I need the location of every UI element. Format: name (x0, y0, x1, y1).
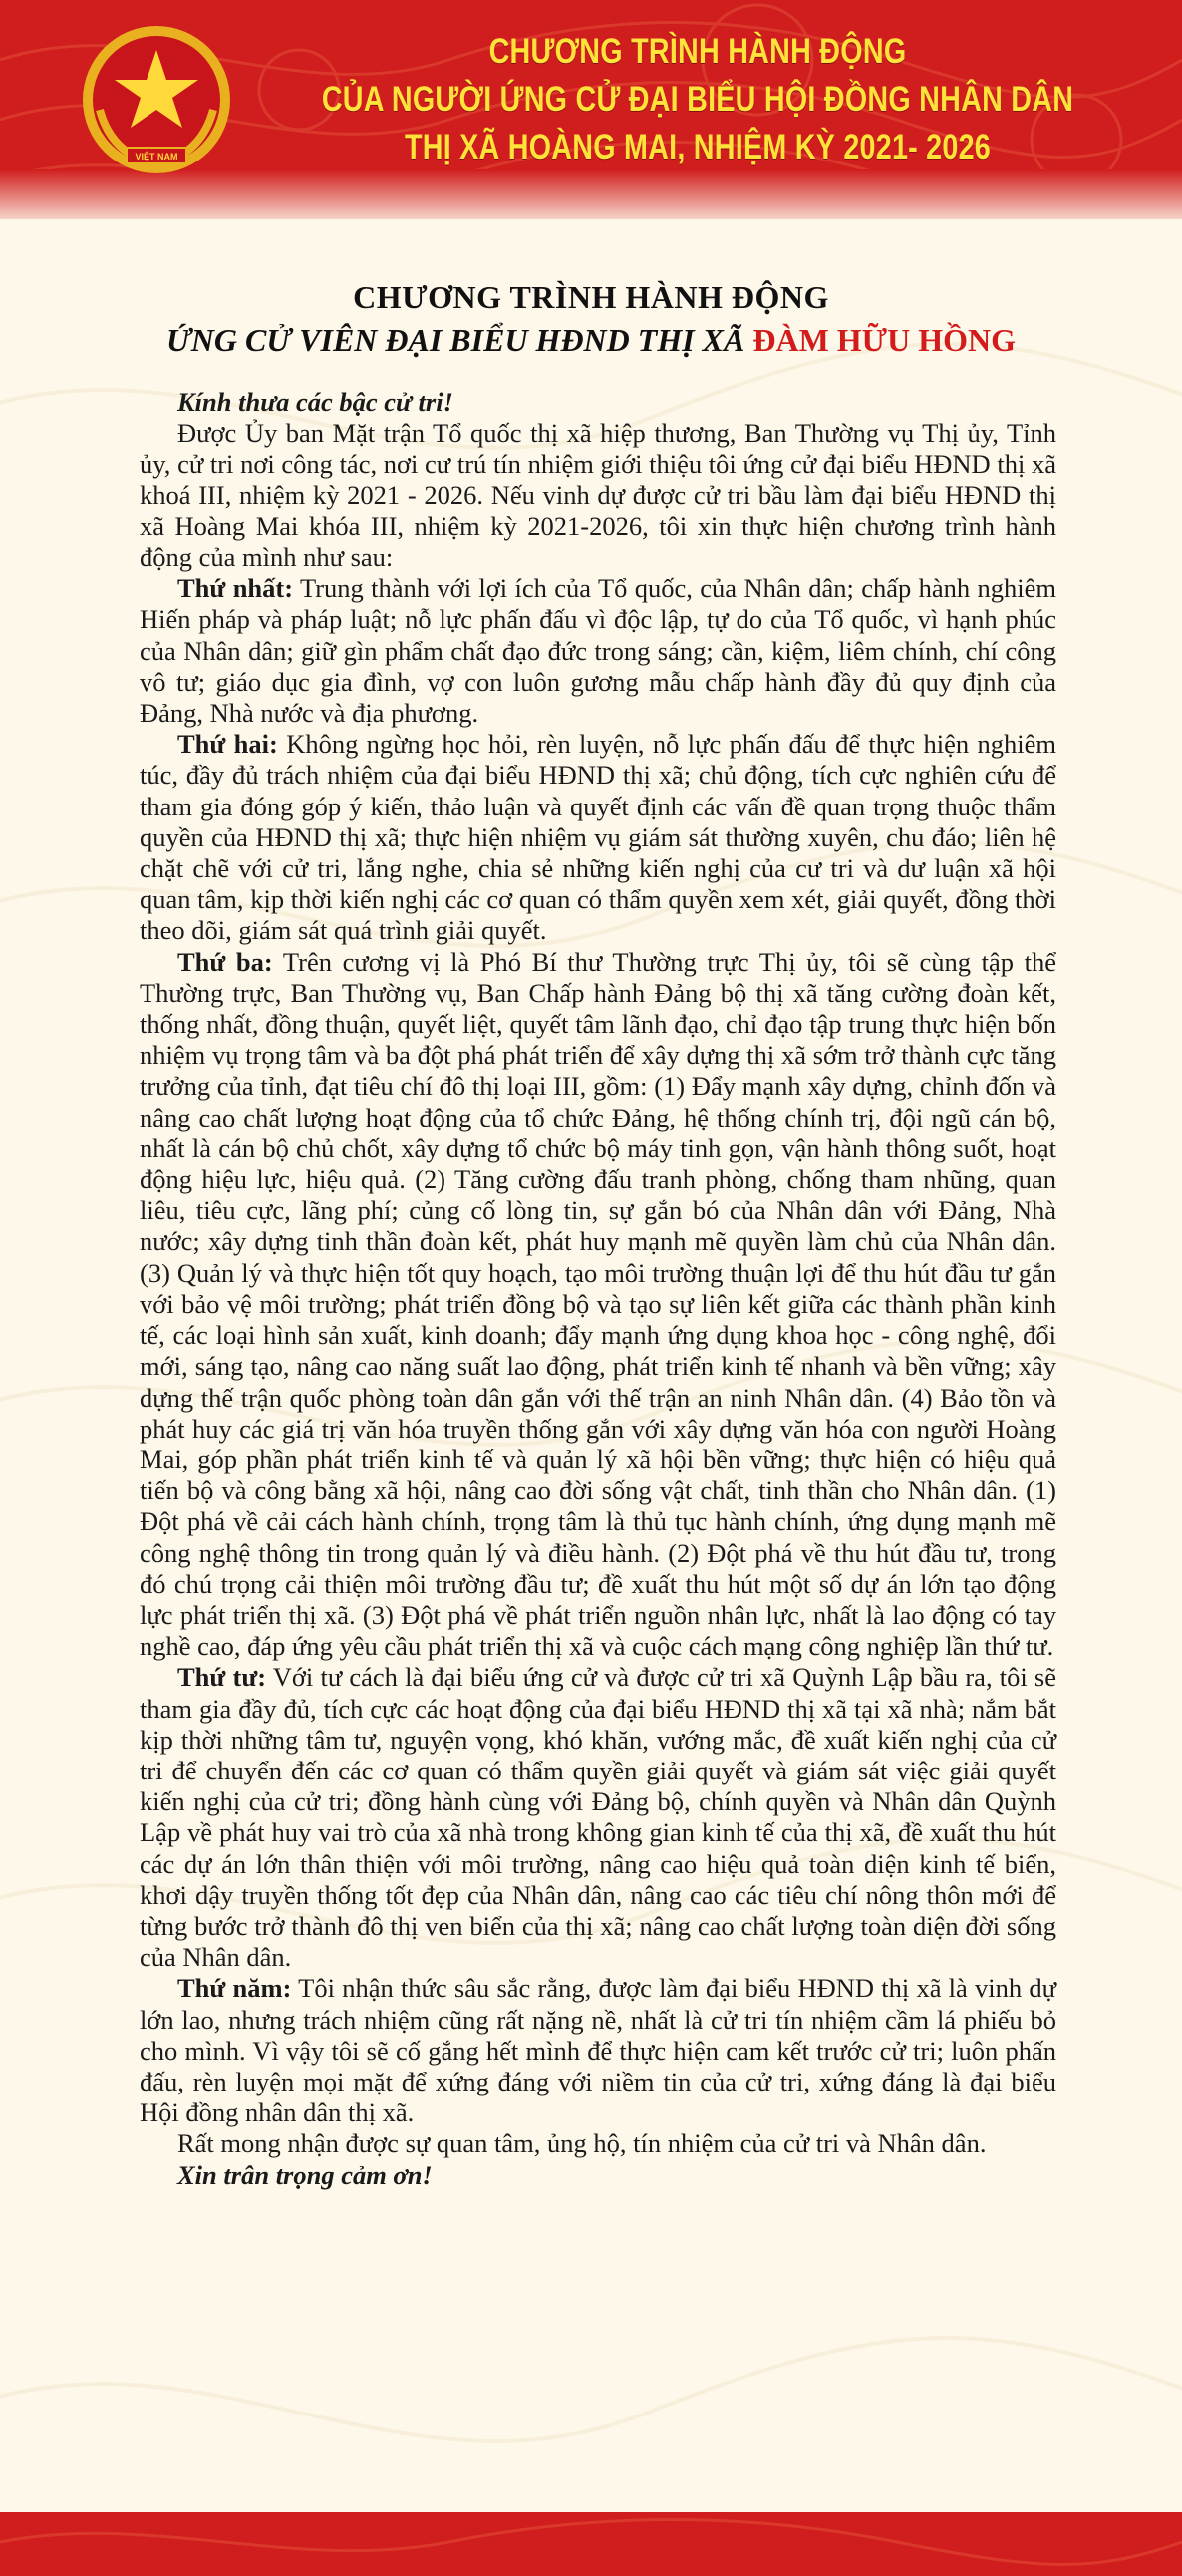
paragraph-2 (140, 729, 1056, 946)
paragraph-5-text: Tôi nhận thức sâu sắc rằng, được làm đại biểu HĐND thị xã là vinh dự lớn lao, nhưng trách nhiệm cũng rất nặng nề, nhất là cử tri tín nhiệm cầm lá phiếu bỏ cho mình. Vì vậy tôi sẽ cố gắng hết mình để thực hiện cam kết trước cử tri; luôn phấn đấu, rèn luyện mọi mặt để xứng đáng với niềm tin của cử tri, xứng đáng là đại biểu Hội đồng nhân dân thị xã. (140, 1973, 1056, 2128)
thanks-line: Xin trân trọng cảm ơn! (177, 2159, 433, 2190)
paragraph-3 (140, 947, 1056, 1663)
title-line-2 (0, 322, 1182, 359)
paragraph-3-lead: Thứ ba: (177, 946, 273, 977)
header-title (229, 28, 1166, 171)
paragraph-1-lead: Thứ nhất: (177, 573, 294, 604)
action-program-text (140, 387, 1056, 2191)
candidate-name: ĐÀM HỮU HỒNG (752, 322, 1017, 358)
paragraph-2-lead: Thứ hai: (177, 729, 278, 760)
paragraph-4-text: Với tư cách là đại biểu ứng cử và được cử tri xã Quỳnh Lập bầu ra, tôi sẽ tham gia đầy đủ, tích cực các hoạt động của đại biểu HĐND thị xã tại xã nhà; nắm bắt kịp thời những tâm tư, nguyện vọng, khó khăn, vướng mắc, đề xuất kiến nghị của cử tri để chuyển đến các cơ quan có thẩm quyền giải quyết và giám sát việc giải quyết kiến nghị của cử tri; đồng hành cùng với Đảng bộ, chính quyền và Nhân dân Quỳnh Lập về phát huy vai trò của xã nhà trong không gian kinh tế của thị xã, đề xuất thu hút các dự án lớn thân thiện với môi trường, nâng cao hiệu quả toàn diện kinh tế biển, khơi dậy truyền thống tốt đẹp của Nhân dân, nâng cao các tiêu chí nông thôn mới để từng bước trở thành đô thị ven biển của thị xã; nâng cao chất lượng toàn diện đời sống của Nhân dân. (140, 1662, 1056, 1973)
closing-paragraph: Rất mong nhận được sự quan tâm, ủng hộ, tín nhiệm của cử tri và Nhân dân. (177, 2128, 987, 2159)
greeting: Kính thưa các bậc cử tri! (177, 387, 453, 417)
national-emblem-icon (72, 20, 241, 179)
footer-band (0, 2512, 1182, 2576)
document-body (0, 219, 1182, 2516)
document-title (0, 279, 1182, 359)
paragraph-5 (140, 1973, 1056, 2128)
emblem-text: VIỆT NAM (135, 152, 178, 161)
title-line-1: CHƯƠNG TRÌNH HÀNH ĐỘNG (353, 279, 829, 315)
header-line-2: CỦA NGƯỜI ỨNG CỬ ĐẠI BIỂU HỘI ĐỒNG NHÂN DÂN (321, 80, 1074, 119)
paragraph-4-lead: Thứ tư: (177, 1662, 267, 1693)
paragraph-4 (140, 1662, 1056, 1973)
header-line-1: CHƯƠNG TRÌNH HÀNH ĐỘNG (488, 32, 907, 71)
paragraph-5-lead: Thứ năm: (177, 1973, 292, 2004)
intro-paragraph: Được Ủy ban Mặt trận Tổ quốc thị xã hiệp thương, Ban Thường vụ Thị ủy, Tỉnh ủy, cử tri nơi công tác, nơi cư trú tín nhiệm giới thiệu tôi ứng cử đại biểu HĐND thị xã khoá III, nhiệm kỳ 2021 - 2026. Nếu vinh dự được cử tri bầu làm đại biểu HĐND thị xã Hoàng Mai khóa III, nhiệm kỳ 2021-2026, tôi xin thực hiện chương trình hành động của mình như sau: (140, 418, 1056, 573)
header-banner (0, 0, 1182, 219)
paragraph-1 (140, 573, 1056, 729)
header-line-3: THỊ XÃ HOÀNG MAI, NHIỆM KỲ 2021- 2026 (404, 128, 992, 166)
title-prefix: ỨNG CỬ VIÊN ĐẠI BIỂU HĐND THỊ XÃ (165, 322, 753, 358)
paragraph-2-text: Không ngừng học hỏi, rèn luyện, nỗ lực phấn đấu để thực hiện nghiêm túc, đầy đủ trách nhiệm của đại biểu HĐND thị xã; chủ động, tích cực nghiên cứu để tham gia đóng góp ý kiến, thảo luận và quyết định các vấn đề quan trọng thuộc thẩm quyền của HĐND thị xã; thực hiện nhiệm vụ giám sát thường xuyên, chu đáo; liên hệ chặt chẽ với cử tri, lắng nghe, chia sẻ những kiến nghị của cư tri và dư luận xã hội quan tâm, kịp thời kiến nghị các cơ quan có thẩm quyền xem xét, giải quyết, đồng thời theo dõi, giám sát quá trình giải quyết. (140, 729, 1056, 946)
paragraph-1-text: Trung thành với lợi ích của Tổ quốc, của Nhân dân; chấp hành nghiêm Hiến pháp và pháp luật; nỗ lực phấn đấu vì độc lập, tự do của Tổ quốc, vì hạnh phúc của Nhân dân; giữ gìn phẩm chất đạo đức trong sáng; cần, kiệm, liêm chính, chí công vô tư; giáo dục gia đình, vợ con luôn gương mẫu chấp hành đầy đủ quy định của Đảng, Nhà nước và địa phương. (140, 573, 1056, 729)
paragraph-3-text: Trên cương vị là Phó Bí thư Thường trực Thị ủy, tôi sẽ cùng tập thể Thường trực, Ban Thường vụ, Ban Chấp hành Đảng bộ thị xã tăng cường đoàn kết, thống nhất, đồng thuận, quyết liệt, quyết tâm lãnh đạo, chỉ đạo tập trung thực hiện bốn nhiệm vụ trọng tâm và ba đột phá phát triển để xây dựng thị xã sớm trở thành cực tăng trưởng của tỉnh, đạt tiêu chí đô thị loại III, gồm: (1) Đẩy mạnh xây dựng, chỉnh đốn và nâng cao chất lượng hoạt động của tổ chức Đảng, hệ thống chính trị, đội ngũ cán bộ, nhất là cán bộ chủ chốt, xây dựng tổ chức bộ máy tinh gọn, vận hành thông suốt, hoạt động hiệu lực, hiệu quả. (2) Tăng cường đấu tranh phòng, chống tham nhũng, quan liêu, tiêu cực, lãng phí; củng cố lòng tin, sự gắn bó của Nhân dân với Đảng, Nhà nước; xây dựng tinh thần đoàn kết, phát huy mạnh mẽ quyền làm chủ của Nhân dân. (3) Quản lý và thực hiện tốt quy hoạch, tạo môi trường thuận lợi để thu hút đầu tư gắn với bảo vệ môi trường; phát triển đồng bộ và tạo sự liên kết giữa các thành phần kinh tế, các loại hình sản xuất, kinh doanh; đẩy mạnh ứng dụng khoa học - công nghệ, đổi mới, sáng tạo, nâng cao năng suất lao động, phát triển kinh tế nhanh và bền vững; xây dựng thế trận quốc phòng toàn dân gắn với thế trận an ninh Nhân dân. (4) Bảo tồn và phát huy các giá trị văn hóa truyền thống gắn với xây dựng văn hóa con người Hoàng Mai, góp phần phát triển kinh tế và quản lý xã hội bền vững; thực hiện có hiệu quả tiến bộ và công bằng xã hội, nâng cao đời sống vật chất, tinh thần cho Nhân dân. (1) Đột phá về cải cách hành chính, trọng tâm là thủ tục hành chính, ứng dụng mạnh mẽ công nghệ thông tin trong quản lý và điều hành. (2) Đột phá về thu hút đầu tư, trong đó chú trọng cải thiện môi trường đầu tư; đề xuất thu hút một số dự án lớn tạo động lực phát triển thị xã. (3) Đột phá về phát triển nguồn nhân lực, nhất là lao động có tay nghề cao, đáp ứng yêu cầu phát triển thị xã và cuộc cách mạng công nghiệp lần thứ tư. (140, 946, 1056, 1662)
footer-pattern (0, 2512, 1182, 2576)
